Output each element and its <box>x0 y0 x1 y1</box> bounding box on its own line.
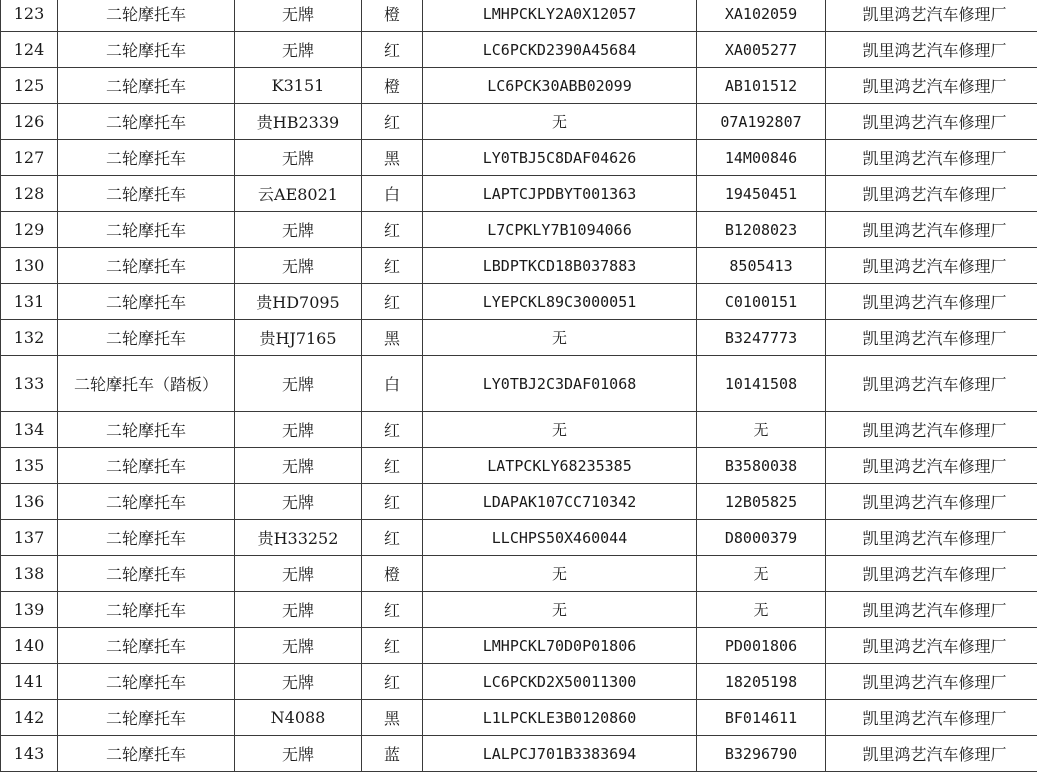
vehicle-color-cell: 黑 <box>362 320 423 356</box>
vehicle-type-cell: 二轮摩托车 <box>58 176 235 212</box>
vin-cell: LY0TBJ5C8DAF04626 <box>423 140 697 176</box>
engine-number-cell: 无 <box>697 412 826 448</box>
table-row <box>1 592 1037 628</box>
repair-shop-cell: 凯里鸿艺汽车修理厂 <box>826 628 1037 664</box>
repair-shop-cell: 凯里鸿艺汽车修理厂 <box>826 736 1037 772</box>
vehicle-type-cell: 二轮摩托车 <box>58 412 235 448</box>
plate-number-cell: 无牌 <box>235 0 362 32</box>
row-index-cell: 126 <box>1 104 58 140</box>
repair-shop-cell: 凯里鸿艺汽车修理厂 <box>826 700 1037 736</box>
vehicle-color-cell: 橙 <box>362 556 423 592</box>
row-index-cell: 127 <box>1 140 58 176</box>
vin-cell: L7CPKLY7B1094066 <box>423 212 697 248</box>
row-index-cell: 125 <box>1 68 58 104</box>
plate-number-cell: 无牌 <box>235 356 362 412</box>
vin-cell: LC6PCK30ABB02099 <box>423 68 697 104</box>
vin-cell: 无 <box>423 556 697 592</box>
engine-number-cell: XA102059 <box>697 0 826 32</box>
vin-cell: 无 <box>423 320 697 356</box>
engine-number-cell: XA005277 <box>697 32 826 68</box>
repair-shop-cell: 凯里鸿艺汽车修理厂 <box>826 248 1037 284</box>
table-row <box>1 32 1037 68</box>
table-row <box>1 628 1037 664</box>
plate-number-cell: K3151 <box>235 68 362 104</box>
plate-number-cell: 云AE8021 <box>235 176 362 212</box>
repair-shop-cell: 凯里鸿艺汽车修理厂 <box>826 484 1037 520</box>
row-index-cell: 124 <box>1 32 58 68</box>
vehicle-color-cell: 红 <box>362 520 423 556</box>
engine-number-cell: 10141508 <box>697 356 826 412</box>
engine-number-cell: PD001806 <box>697 628 826 664</box>
engine-number-cell: B3580038 <box>697 448 826 484</box>
plate-number-cell: 贵HJ7165 <box>235 320 362 356</box>
vehicle-type-cell: 二轮摩托车 <box>58 628 235 664</box>
repair-shop-cell: 凯里鸿艺汽车修理厂 <box>826 284 1037 320</box>
row-index-cell: 136 <box>1 484 58 520</box>
repair-shop-cell: 凯里鸿艺汽车修理厂 <box>826 140 1037 176</box>
vehicle-type-cell: 二轮摩托车 <box>58 700 235 736</box>
vehicle-color-cell: 蓝 <box>362 736 423 772</box>
vehicle-color-cell: 红 <box>362 664 423 700</box>
plate-number-cell: 无牌 <box>235 412 362 448</box>
repair-shop-cell: 凯里鸿艺汽车修理厂 <box>826 592 1037 628</box>
plate-number-cell: 贵HD7095 <box>235 284 362 320</box>
row-index-cell: 142 <box>1 700 58 736</box>
vin-cell: LLCHPS50X460044 <box>423 520 697 556</box>
vehicle-type-cell: 二轮摩托车 <box>58 0 235 32</box>
plate-number-cell: 无牌 <box>235 32 362 68</box>
repair-shop-cell: 凯里鸿艺汽车修理厂 <box>826 212 1037 248</box>
vehicle-color-cell: 白 <box>362 176 423 212</box>
vin-cell: 无 <box>423 412 697 448</box>
plate-number-cell: 无牌 <box>235 212 362 248</box>
vin-cell: LAPTCJPDBYT001363 <box>423 176 697 212</box>
plate-number-cell: 无牌 <box>235 664 362 700</box>
vin-cell: LMHPCKL70D0P01806 <box>423 628 697 664</box>
engine-number-cell: B3296790 <box>697 736 826 772</box>
table-row <box>1 736 1037 772</box>
plate-number-cell: 无牌 <box>235 248 362 284</box>
table-row <box>1 412 1037 448</box>
repair-shop-cell: 凯里鸿艺汽车修理厂 <box>826 520 1037 556</box>
vehicle-type-cell: 二轮摩托车 <box>58 104 235 140</box>
plate-number-cell: 无牌 <box>235 736 362 772</box>
vin-cell: LBDPTKCD18B037883 <box>423 248 697 284</box>
repair-shop-cell: 凯里鸿艺汽车修理厂 <box>826 556 1037 592</box>
engine-number-cell: 14M00846 <box>697 140 826 176</box>
vin-cell: 无 <box>423 592 697 628</box>
vin-cell: LY0TBJ2C3DAF01068 <box>423 356 697 412</box>
vehicle-color-cell: 白 <box>362 356 423 412</box>
table-body <box>1 0 1037 772</box>
engine-number-cell: 8505413 <box>697 248 826 284</box>
table-row <box>1 212 1037 248</box>
vehicle-color-cell: 红 <box>362 248 423 284</box>
repair-shop-cell: 凯里鸿艺汽车修理厂 <box>826 176 1037 212</box>
vehicle-color-cell: 红 <box>362 412 423 448</box>
plate-number-cell: 无牌 <box>235 448 362 484</box>
repair-shop-cell: 凯里鸿艺汽车修理厂 <box>826 68 1037 104</box>
table-row <box>1 556 1037 592</box>
engine-number-cell: 无 <box>697 556 826 592</box>
row-index-cell: 143 <box>1 736 58 772</box>
row-index-cell: 141 <box>1 664 58 700</box>
vehicle-color-cell: 红 <box>362 104 423 140</box>
vehicle-type-cell: 二轮摩托车 <box>58 320 235 356</box>
plate-number-cell: 贵H33252 <box>235 520 362 556</box>
vehicle-type-cell: 二轮摩托车 <box>58 736 235 772</box>
vehicle-type-cell: 二轮摩托车 <box>58 592 235 628</box>
vin-cell: 无 <box>423 104 697 140</box>
table-row <box>1 176 1037 212</box>
vehicle-color-cell: 橙 <box>362 0 423 32</box>
vehicle-color-cell: 红 <box>362 448 423 484</box>
row-index-cell: 131 <box>1 284 58 320</box>
row-index-cell: 139 <box>1 592 58 628</box>
vehicle-type-cell: 二轮摩托车 <box>58 556 235 592</box>
engine-number-cell: 18205198 <box>697 664 826 700</box>
vehicle-type-cell: 二轮摩托车 <box>58 248 235 284</box>
plate-number-cell: 贵HB2339 <box>235 104 362 140</box>
engine-number-cell: 19450451 <box>697 176 826 212</box>
vehicle-color-cell: 红 <box>362 32 423 68</box>
plate-number-cell: 无牌 <box>235 628 362 664</box>
table-row <box>1 320 1037 356</box>
table-row <box>1 484 1037 520</box>
row-index-cell: 132 <box>1 320 58 356</box>
vehicle-type-cell: 二轮摩托车 <box>58 484 235 520</box>
engine-number-cell: B1208023 <box>697 212 826 248</box>
vin-cell: LALPCJ701B3383694 <box>423 736 697 772</box>
vehicle-color-cell: 黑 <box>362 700 423 736</box>
table-row <box>1 700 1037 736</box>
repair-shop-cell: 凯里鸿艺汽车修理厂 <box>826 356 1037 412</box>
vehicle-color-cell: 红 <box>362 284 423 320</box>
vin-cell: LYEPCKL89C3000051 <box>423 284 697 320</box>
engine-number-cell: 12B05825 <box>697 484 826 520</box>
engine-number-cell: AB101512 <box>697 68 826 104</box>
engine-number-cell: BF014611 <box>697 700 826 736</box>
vehicle-color-cell: 红 <box>362 212 423 248</box>
row-index-cell: 140 <box>1 628 58 664</box>
repair-shop-cell: 凯里鸿艺汽车修理厂 <box>826 320 1037 356</box>
plate-number-cell: N4088 <box>235 700 362 736</box>
table-row <box>1 284 1037 320</box>
vin-cell: LC6PCKD2390A45684 <box>423 32 697 68</box>
row-index-cell: 134 <box>1 412 58 448</box>
plate-number-cell: 无牌 <box>235 484 362 520</box>
vin-cell: LATPCKLY68235385 <box>423 448 697 484</box>
vehicle-type-cell: 二轮摩托车 <box>58 140 235 176</box>
row-index-cell: 133 <box>1 356 58 412</box>
repair-shop-cell: 凯里鸿艺汽车修理厂 <box>826 104 1037 140</box>
engine-number-cell: D8000379 <box>697 520 826 556</box>
vehicle-type-cell: 二轮摩托车 <box>58 284 235 320</box>
table-row <box>1 68 1037 104</box>
vehicle-color-cell: 红 <box>362 628 423 664</box>
table-row <box>1 104 1037 140</box>
vin-cell: LC6PCKD2X50011300 <box>423 664 697 700</box>
table-row <box>1 248 1037 284</box>
row-index-cell: 129 <box>1 212 58 248</box>
engine-number-cell: 无 <box>697 592 826 628</box>
table-row <box>1 520 1037 556</box>
vehicle-type-cell: 二轮摩托车（踏板） <box>58 356 235 412</box>
table-row <box>1 140 1037 176</box>
vehicle-type-cell: 二轮摩托车 <box>58 520 235 556</box>
repair-shop-cell: 凯里鸿艺汽车修理厂 <box>826 412 1037 448</box>
vin-cell: LDAPAK107CC710342 <box>423 484 697 520</box>
vehicle-type-cell: 二轮摩托车 <box>58 32 235 68</box>
repair-shop-cell: 凯里鸿艺汽车修理厂 <box>826 448 1037 484</box>
vin-cell: LMHPCKLY2A0X12057 <box>423 0 697 32</box>
vehicle-type-cell: 二轮摩托车 <box>58 212 235 248</box>
table-row <box>1 664 1037 700</box>
table-row <box>1 448 1037 484</box>
plate-number-cell: 无牌 <box>235 140 362 176</box>
table-row <box>1 0 1037 32</box>
row-index-cell: 128 <box>1 176 58 212</box>
vehicle-type-cell: 二轮摩托车 <box>58 448 235 484</box>
table-row <box>1 356 1037 412</box>
vehicle-color-cell: 黑 <box>362 140 423 176</box>
vehicle-color-cell: 红 <box>362 484 423 520</box>
repair-shop-cell: 凯里鸿艺汽车修理厂 <box>826 32 1037 68</box>
engine-number-cell: 07A192807 <box>697 104 826 140</box>
vin-cell: L1LPCKLE3B0120860 <box>423 700 697 736</box>
vehicle-type-cell: 二轮摩托车 <box>58 68 235 104</box>
vehicle-type-cell: 二轮摩托车 <box>58 664 235 700</box>
repair-shop-cell: 凯里鸿艺汽车修理厂 <box>826 664 1037 700</box>
row-index-cell: 130 <box>1 248 58 284</box>
repair-shop-cell: 凯里鸿艺汽车修理厂 <box>826 0 1037 32</box>
row-index-cell: 137 <box>1 520 58 556</box>
plate-number-cell: 无牌 <box>235 592 362 628</box>
row-index-cell: 123 <box>1 0 58 32</box>
vehicle-color-cell: 橙 <box>362 68 423 104</box>
row-index-cell: 138 <box>1 556 58 592</box>
row-index-cell: 135 <box>1 448 58 484</box>
engine-number-cell: B3247773 <box>697 320 826 356</box>
plate-number-cell: 无牌 <box>235 556 362 592</box>
engine-number-cell: C0100151 <box>697 284 826 320</box>
vehicle-color-cell: 红 <box>362 592 423 628</box>
